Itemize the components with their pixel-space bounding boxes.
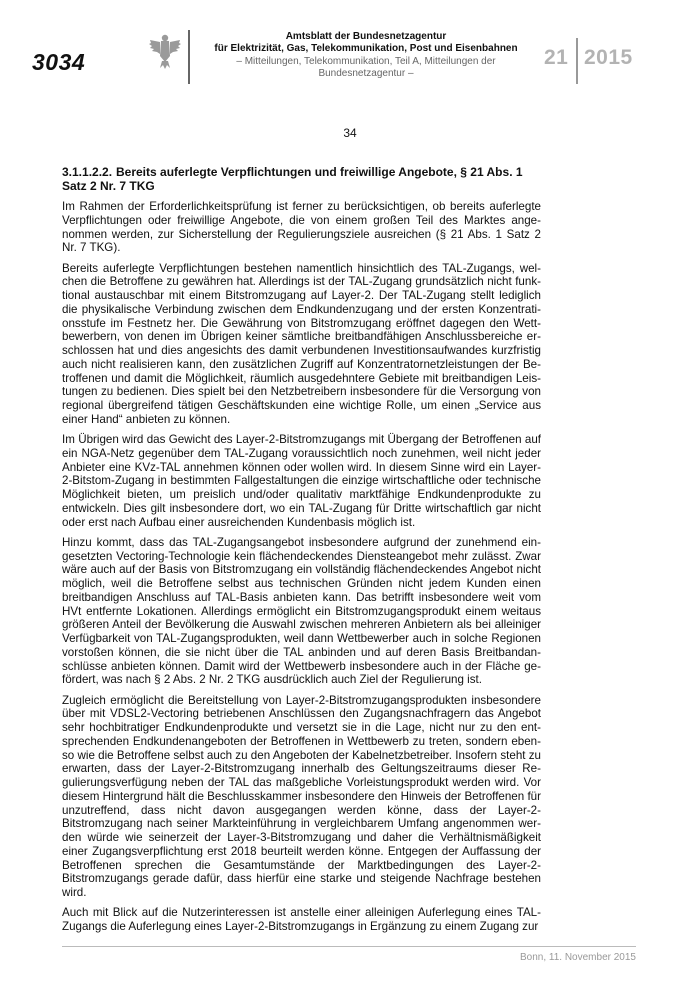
journal-subtitle: – Mitteilungen, Telekommunikation, Teil A, Mitteilungen der Bundesnetzagentur – <box>236 56 496 79</box>
issue-number: 21 <box>544 46 569 69</box>
issue-divider <box>576 38 578 84</box>
header-divider <box>188 30 190 84</box>
paragraph: Hinzu kommt, dass das TAL-Zugangsangebot insbesondere aufgrund der zunehmend eingesetzten Vectoring-Technologie kein flächendeckendes Diensteangebot mehr zulässt. Zwar wäre auch auf der Basis von Bitstromzugang ein vollständig flächendeckendes Angebot nicht möglich, weil die Betroffene selbst aus technischen Gründen nicht jedem Kunden einen breitbandigen Anschluss auf TAL-Basis anbieten kann. Das betrifft insbesondere weit vom HVt entfernte Lokationen. Allerdings ermöglicht ein Bitstromzugangsprodukt einem weitaus größeren Anteil der Bevölkerung die Auswahl zwischen mehreren Anbietern als bei alleiniger Verfügbarkeit von TAL-Zugangsprodukten, weil dann Wettbewerber auch in solche Regionen vorstoßen können, die sie nicht über die TAL anbinden und auf deren Basis Breitbandanschlüsse anbieten können. Damit wird der Wettbewerb insbesondere auch in der Fläche gefördert, was nach § 2 Abs. 2 Nr. 2 TKG ausdrücklich auch Ziel der Regulierung ist. <box>62 535 541 687</box>
footer-divider <box>62 946 636 947</box>
document-page-number: 34 <box>343 126 357 140</box>
journal-page-number: 3034 <box>32 49 86 75</box>
issue-year: 2015 <box>584 46 633 69</box>
paragraph: Auch mit Blick auf die Nutzerinteressen ist anstelle einer alleinigen Auferlegung eines TAL-Zugangs die Auferlegung eines Layer-2-Bitstromzugangs in Ergänzung zu einem Zugang zur <box>62 906 541 933</box>
section-heading-text: Bereits auferlegte Verpflichtungen und freiwillige Angebote, § 21 Abs. 1 Satz 2 Nr. 7 TKG <box>62 165 523 193</box>
journal-title-line-1: Amtsblatt der Bundesnetzagentur <box>285 31 447 42</box>
section-heading <box>62 165 542 193</box>
journal-title <box>196 31 536 55</box>
section-heading-number: 3.1.1.2.2. <box>62 165 113 179</box>
paragraph: Zugleich ermöglicht die Bereitstellung von Layer-2-Bitstromzugangsprodukten insbesondere über mit VDSL2-Vectoring betriebenen Anschlüssen den Zugangsnachfragern das Angebot sehr hochbitratiger Endkundenprodukte und versetzt sie in die Lage, nicht nur zu den entsprechenden Endkundenangeboten der Betroffenen in Wettbewerb zu treten, sondern ebenso wie die Betroffene selbst auch zu den Angeboten der Kabelnetzbetreiber. Insofern steht zu erwarten, dass der Layer-2-Bitstromzugang innerhalb des Geltungszeitraums dieser Regulierungsverfügung neben der TAL das maßgebliche Vorleistungsprodukt werden wird. Vor diesem Hintergrund hält die Beschlusskammer insbesondere den Hinweis der Betroffenen für unzutreffend, dass nicht davon ausgegangen werden könne, dass der Layer-2-Bitstromzugang nach seiner Markteinführung in vergleichbarem Umfang angenommen werden würde wie seinerzeit der Layer-3-Bitstromzugang und daher die Verhältnismäßigkeit einer Zugangsverpflichtung erst 2018 beurteilt werden könne. Entgegen der Auffassung der Betroffenen sprechen die Gesamtumstände der Marktbedingungen des Layer-2-Bitstromzugangs gerade dafür, dass hierfür eine starke und steigende Nachfrage bestehen wird. <box>62 693 541 899</box>
document-body <box>62 200 541 940</box>
footer-place-date: Bonn, 11. November 2015 <box>519 952 636 963</box>
federal-eagle-icon <box>148 32 182 70</box>
journal-title-line-2: für Elektrizität, Gas, Telekommunikation, Post und Eisenbahnen <box>214 43 518 54</box>
paragraph: Im Übrigen wird das Gewicht des Layer-2-Bitstromzugangs mit Übergang der Betroffenen auf ein NGA-Netz gegenüber dem TAL-Zugang voraussichtlich noch zunehmen, weil nicht jeder Anbieter eine KVz-TAL annehmen können oder wollen wird. In diesem Sinne wird ein Layer-2-Bitstom-Zugang in bestimmten Fallgestaltungen die einzige wirtschaftliche oder technische Möglichkeit bieten, um preislich und/oder qualitativ marktfähige Endkundenprodukte zu entwickeln. Dies gilt insbesondere dort, wo ein TAL-Zugang für Dritte wirtschaftlich gar nicht oder erst nach Aufbau einer ausreichenden Kundenbasis möglich ist. <box>62 433 541 529</box>
paragraph: Im Rahmen der Erforderlichkeitsprüfung ist ferner zu berücksichtigen, ob bereits auferlegte Verpflichtungen oder freiwillige Angebote, die von einem großen Teil des Marktes angenommen werden, zur Sicherstellung der Regulierungsziele ausreichen (§ 21 Abs. 1 Satz 2 Nr. 7 TKG). <box>62 200 541 255</box>
paragraph: Bereits auferlegte Verpflichtungen bestehen namentlich hinsichtlich des TAL-Zugangs, welchen die Betroffene zu gewähren hat. Allerdings ist der TAL-Zugang grundsätzlich nicht funktional austauschbar mit einem Bitstromzugang auf Layer-2. Der TAL-Zugang stellt lediglich die physikalische Verbindung zwischen dem Endkundenzugang und der ersten Konzentrationsstufe im Festnetz her. Die Gewährung von Bitstromzugang eröffnet dagegen den Wettbewerbern, von denen im Übrigen keiner sämtliche breitbandfähigen Anschlussbereiche erschlossen hat und dies angesichts des damit verbundenen Investitionsaufwandes kurzfristig auch nicht realisieren kann, den zusätzlichen Zugriff auf Konzentratornetzleistungen der Betroffenen und damit die Möglichkeit, räumlich ausgedehntere Gebiete mit breitbandigen Leistungen zu bedienen. Dies spielt bei den Netzbetreibern insbesondere für die Versorgung von regional übergreifend tätigen Geschäftskunden eine wichtige Rolle, um einen „Service aus einer Hand“ anbieten zu können. <box>62 261 541 426</box>
page-header <box>0 0 700 90</box>
